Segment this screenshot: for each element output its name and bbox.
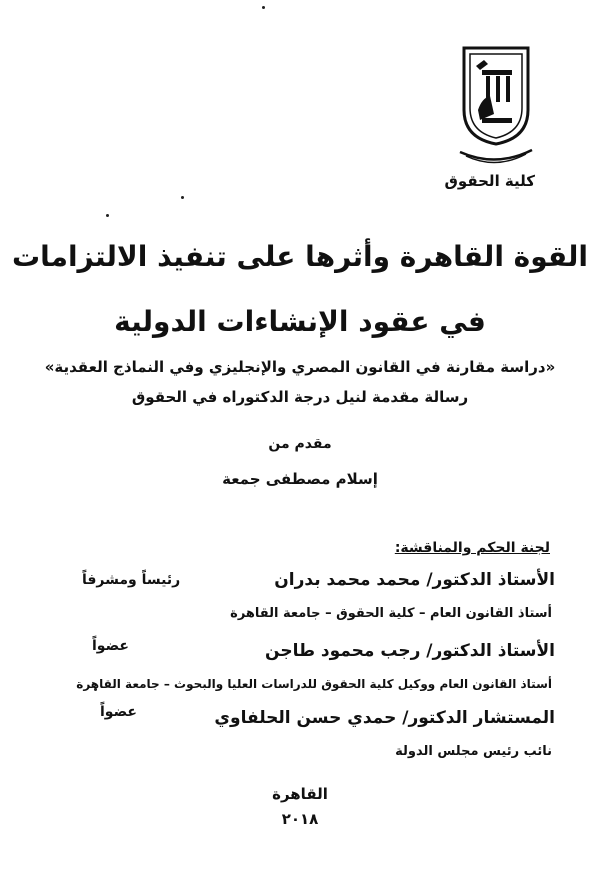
year: ٢٠١٨ [281,810,319,828]
thesis-title-line-1: القوة القاهرة وأثرها على تنفيذ الالتزامات [11,240,589,273]
committee-member-description: أستاذ القانون العام ووكيل كلية الحقوق للدراسات العليا والبحوث – جامعة القاهرة [76,677,552,691]
committee-member-role: عضواً [100,704,137,720]
university-seal-logo [452,40,540,166]
faculty-name: كلية الحقوق [444,172,535,190]
city: القاهرة [272,785,328,803]
committee-member-role: عضواً [92,638,129,654]
thesis-title-line-2: في عقود الإنشاءات الدولية [114,305,486,338]
scan-speck [106,214,109,217]
presented-by-label: مقدم من [268,436,332,452]
committee-member-name: المستشار الدكتور/ حمدي حسن الحلفاوي [214,708,555,728]
committee-member-name: الأستاذ الدكتور/ رجب محمود طاجن [265,641,555,661]
committee-member-role: رئيساً ومشرفاً [82,572,181,588]
author-name: إسلام مصطفى جمعة [222,470,378,488]
cairo-university-seal-icon [452,40,540,166]
committee-heading: لجنة الحكم والمناقشة: [394,540,550,556]
degree-description: رسالة مقدمة لنيل درجة الدكتوراه في الحقوق [131,388,469,406]
committee-member-description: نائب رئيس مجلس الدولة [395,744,552,759]
committee-member-name: الأستاذ الدكتور/ محمد محمد بدران [274,570,555,590]
scan-speck [181,196,184,199]
committee-member-description: أستاذ القانون العام – كلية الحقوق – جامعة القاهرة [230,606,552,621]
study-description: «دراسة مقارنة في القانون المصري والإنجليزي وفي النماذج العقدية» [44,358,556,376]
scan-speck [262,6,265,9]
